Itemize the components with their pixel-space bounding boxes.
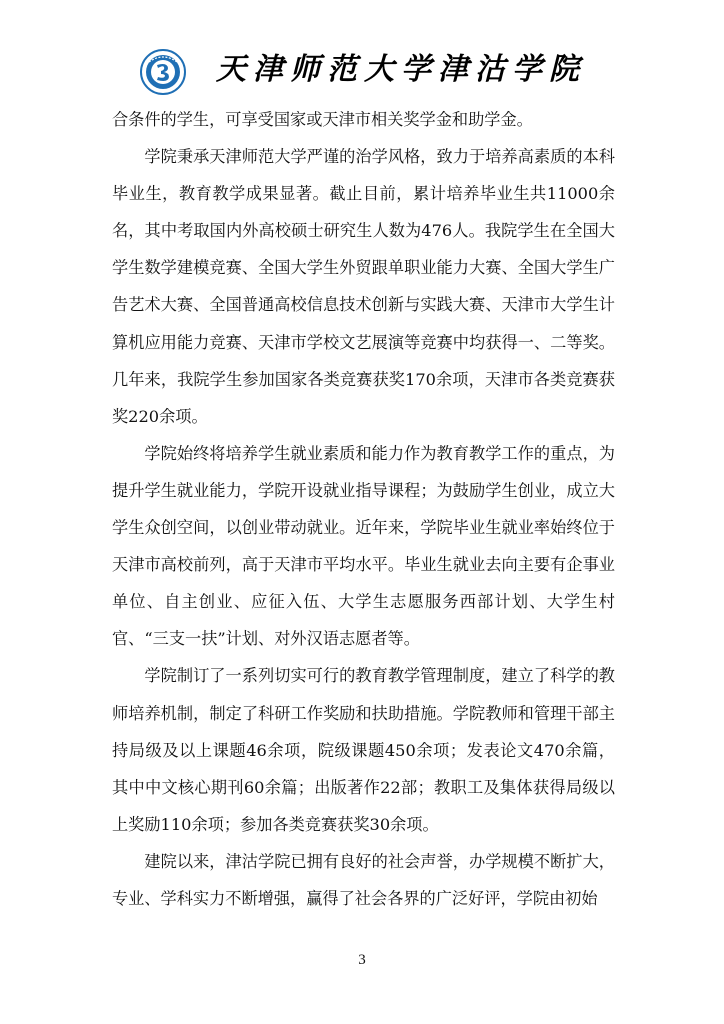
document-body: [112, 101, 615, 917]
paragraph-employment: 学院始终将培养学生就业素质和能力作为教育教学工作的重点，为提升学生就业能力，学院开设就业指导课程；为鼓励学生创业，成立大学生众创空间，以创业带动就业。近年来，学院毕业生就业率始终位于天津市高校前列，高于天津市平均水平。毕业生就业去向主要有企事业单位、自主创业、应征入伍、大学生志愿服务西部计划、大学生村官、“三支一扶”计划、对外汉语志愿者等。: [112, 443, 615, 649]
page-header: [0, 40, 724, 100]
paragraph-continuation: 合条件的学生，可享受国家或天津市相关奖学金和助学金。: [112, 110, 533, 129]
paragraph-achievements: 学院秉承天津师范大学严谨的治学风格，致力于培养高素质的本科毕业生，教育教学成果显著。截止目前，累计培养毕业生共11000余名，其中考取国内外高校硕士研究生人数为476人。我院学生在全国大学生数学建模竞赛、全国大学生外贸跟单职业能力大赛、全国大学生广告艺术大赛、全国普通高校信息技术创新与实践大赛、天津市大学生计算机应用能力竞赛、天津市学校文艺展演等竞赛中均获得一、二等奖。几年来，我院学生参加国家各类竞赛获奖170余项，天津市各类竞赛获奖220余项。: [112, 147, 615, 426]
school-name-title: 天津师范大学津沽学院: [216, 52, 586, 87]
university-seal-icon: [140, 49, 186, 95]
page-number: 3: [358, 952, 366, 968]
paragraph-management: 学院制订了一系列切实可行的教育教学管理制度，建立了科学的教师培养机制，制定了科研工作奖励和扶助措施。学院教师和管理干部主持局级及以上课题46余项，院级课题450余项；发表论文470余篇，其中中文核心期刊60余篇；出版著作22部；教职工及集体获得局级以上奖励110余项；参加各类竞赛获奖30余项。: [112, 666, 615, 834]
paragraph-reputation: 建院以来，津沽学院已拥有良好的社会声誉，办学规模不断扩大，专业、学科实力不断增强，赢得了社会各界的广泛好评，学院由初始: [112, 851, 615, 908]
